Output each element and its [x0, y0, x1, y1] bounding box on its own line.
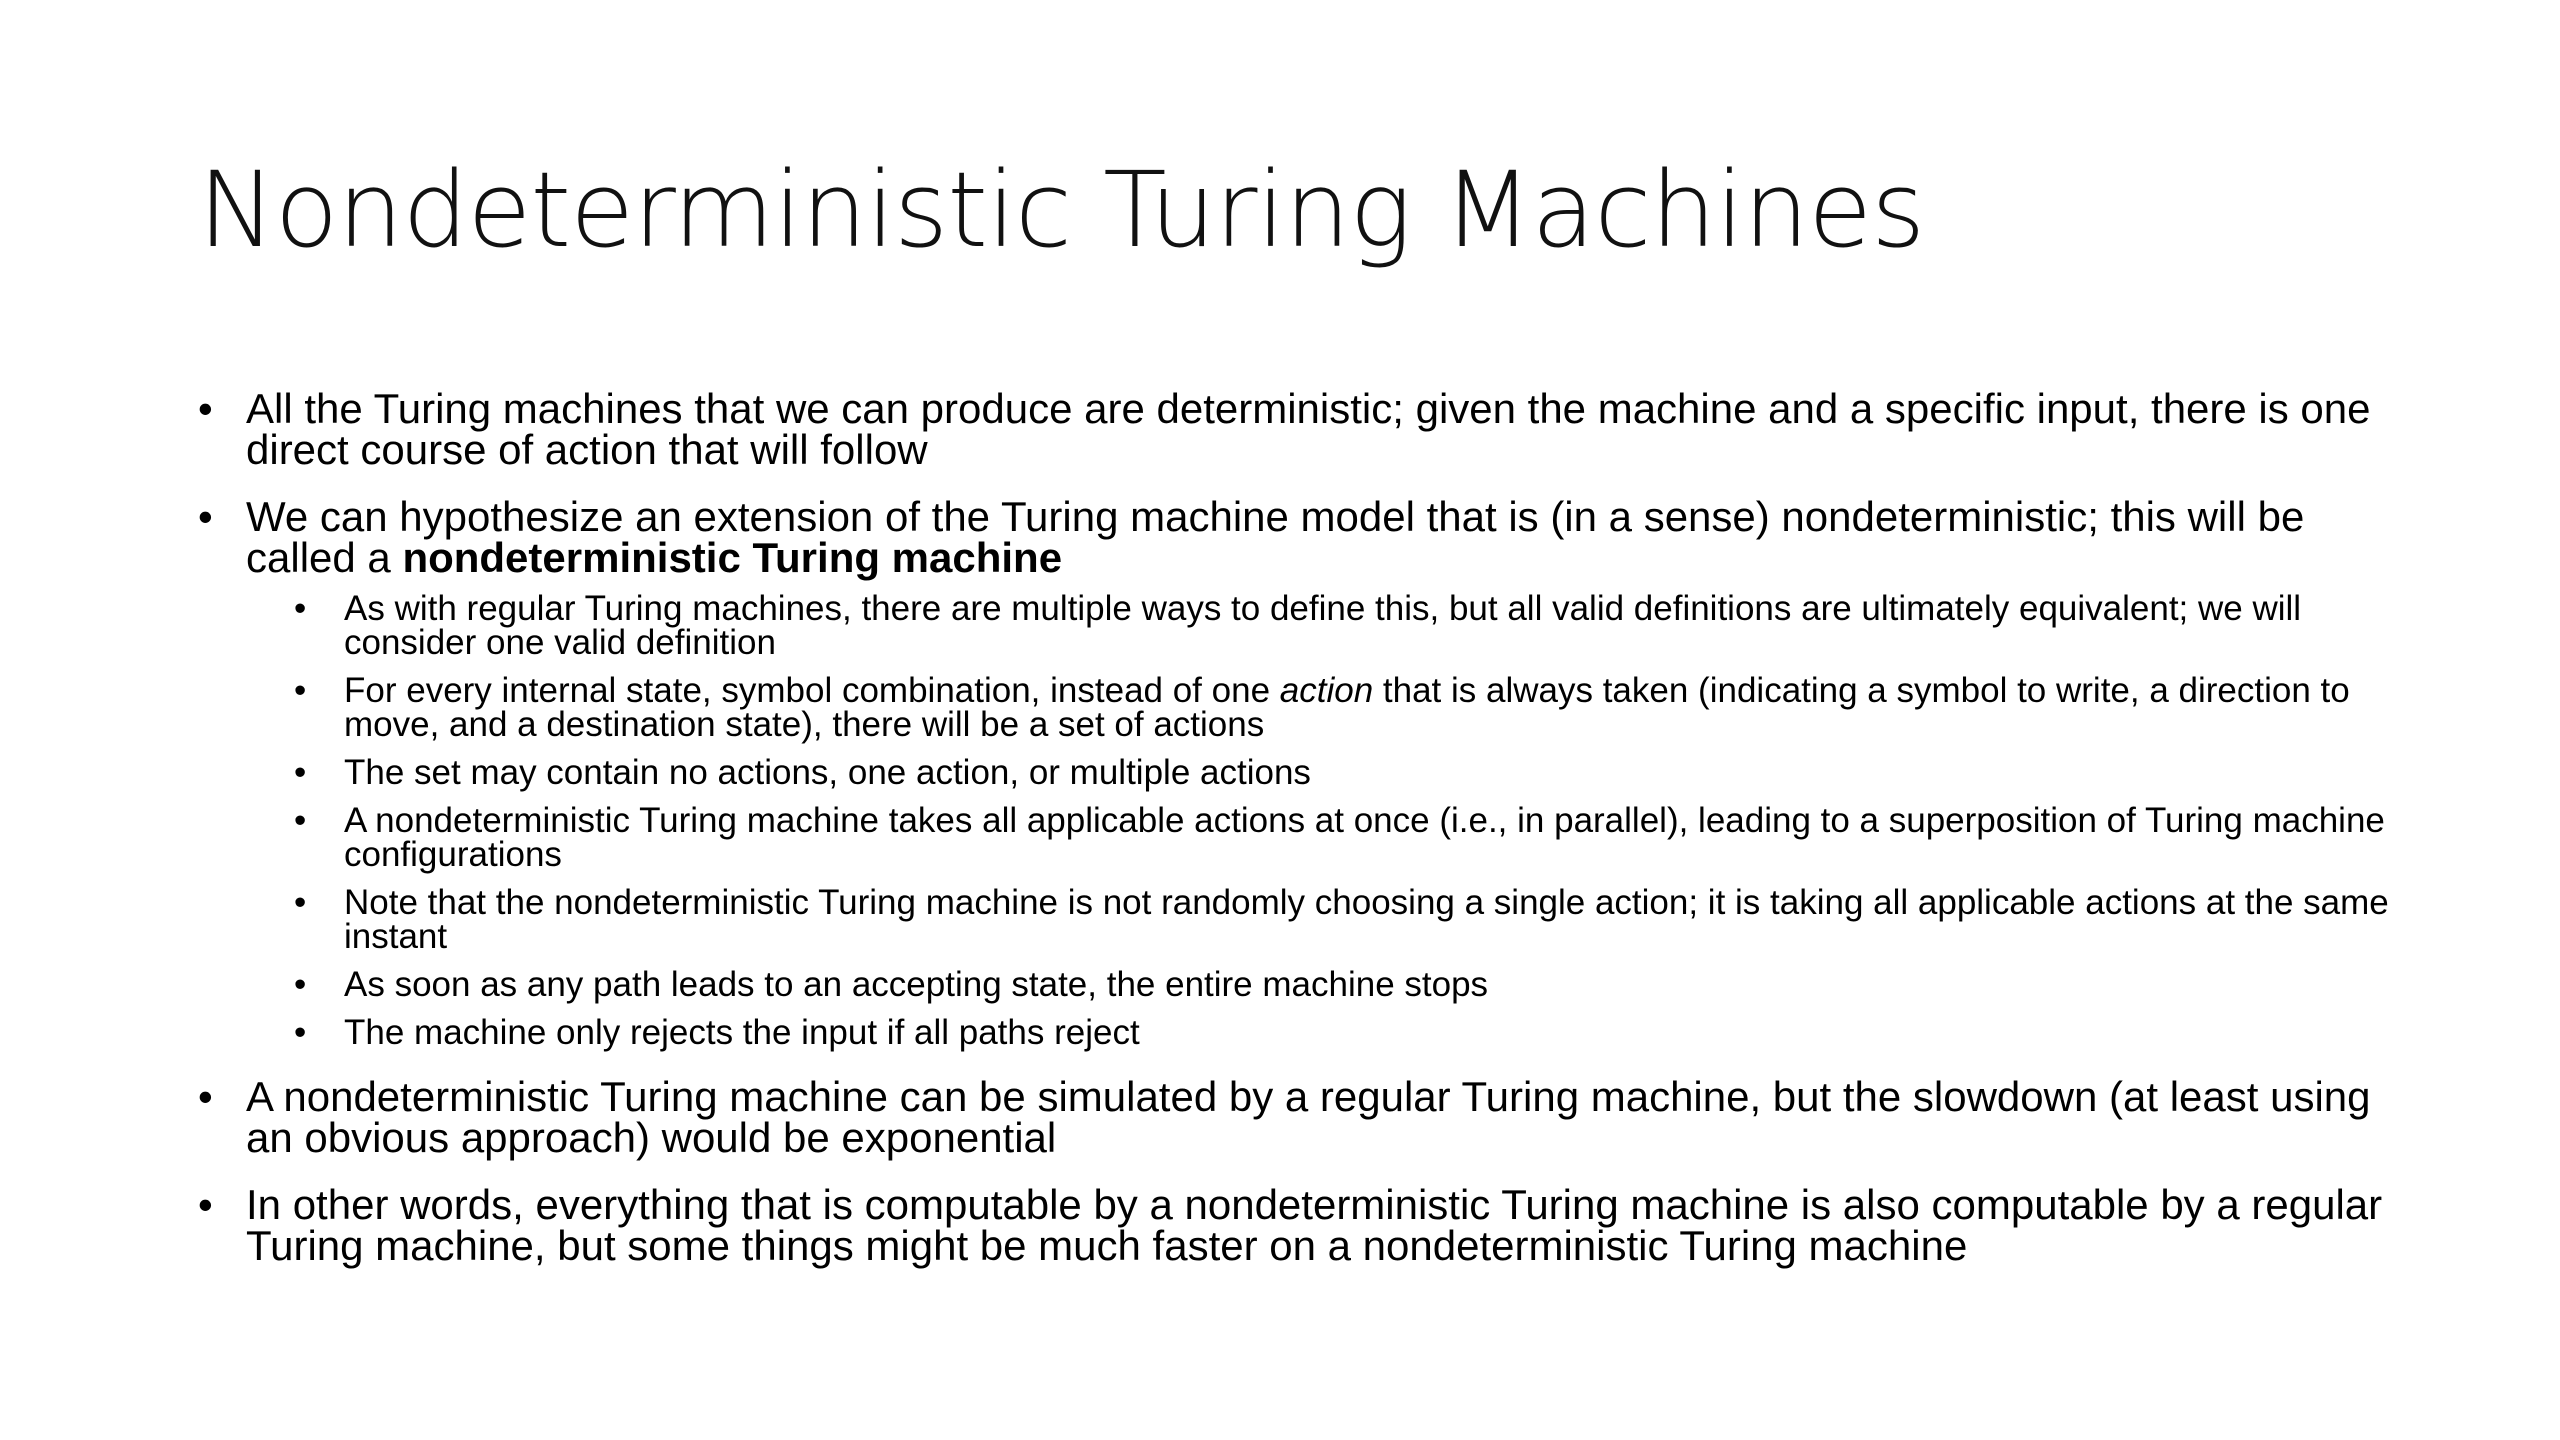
bullet-item	[198, 493, 2398, 1052]
sub-bullet-marker: •	[294, 589, 307, 628]
sub-bullet-text: As with regular Turing machines, there are multiple ways to define this, but all valid definitions are ultimately equivalent; we will consider one valid definition	[344, 589, 2302, 662]
bullet-marker: •	[198, 493, 213, 540]
sub-bullet-marker: •	[294, 965, 307, 1004]
sub-bullet-text: The set may contain no actions, one action, or multiple actions	[344, 753, 1311, 792]
sub-bullet-item	[246, 801, 2398, 874]
slide-title: Nondeterministic Turing Machines	[198, 149, 1925, 271]
sub-bullet-marker: •	[294, 671, 307, 710]
bullet-item	[198, 1181, 2398, 1269]
sub-bullet-item	[246, 965, 2398, 1004]
sub-bullet-marker: •	[294, 1013, 307, 1052]
sub-bullet-text: that is always taken (indicating a symbol to write, a direction to move, and a destination state), there will be a set of actions	[344, 671, 2350, 744]
bullet-text: In other words, everything that is computable by a nondeterministic Turing machine is also computable by a regular Turing machine, but some things might be much faster on a nondeterministic Turing machine	[246, 1181, 2383, 1269]
bullet-text: All the Turing machines that we can produce are deterministic; given the machine and a specific input, there is one direct course of action that will follow	[246, 385, 2371, 473]
sub-bullet-marker: •	[294, 883, 307, 922]
sub-bullet-item	[246, 1013, 2398, 1052]
sub-bullet-text: Note that the nondeterministic Turing machine is not randomly choosing a single action; it is taking all applicable actions at the same instant	[344, 883, 2389, 956]
sub-bullet-item	[246, 753, 2398, 792]
sub-bullet-item	[246, 589, 2398, 662]
sub-bullet-text: As soon as any path leads to an accepting state, the entire machine stops	[344, 965, 1489, 1004]
sub-bullet-marker: •	[294, 753, 307, 792]
sub-bullet-text: The machine only rejects the input if all paths reject	[344, 1013, 1140, 1052]
bullet-item	[198, 385, 2398, 473]
sub-bullet-text: For every internal state, symbol combination, instead of one	[344, 671, 1280, 710]
sub-bullet-text: A nondeterministic Turing machine takes all applicable actions at once (i.e., in parallel), leading to a superposition of Turing machine configurations	[344, 801, 2385, 874]
bullet-item	[198, 1073, 2398, 1161]
bullet-marker: •	[198, 1073, 213, 1120]
bold-term: nondeterministic Turing machine	[402, 534, 1063, 581]
sub-bullet-item	[246, 671, 2398, 744]
bullet-text: We can hypothesize an extension of the Turing machine model that is (in a sense) nondeterministic; this will be called a	[246, 493, 2305, 581]
sub-bullet-list	[246, 589, 2398, 1052]
bullet-marker: •	[198, 1181, 213, 1228]
bullet-marker: •	[198, 385, 213, 432]
bullet-text: A nondeterministic Turing machine can be simulated by a regular Turing machine, but the slowdown (at least using an obvious approach) would be exponential	[246, 1073, 2371, 1161]
sub-bullet-marker: •	[294, 801, 307, 840]
italic-term: action	[1279, 671, 1374, 710]
bullet-list	[198, 385, 2398, 1292]
sub-bullet-item	[246, 883, 2398, 956]
